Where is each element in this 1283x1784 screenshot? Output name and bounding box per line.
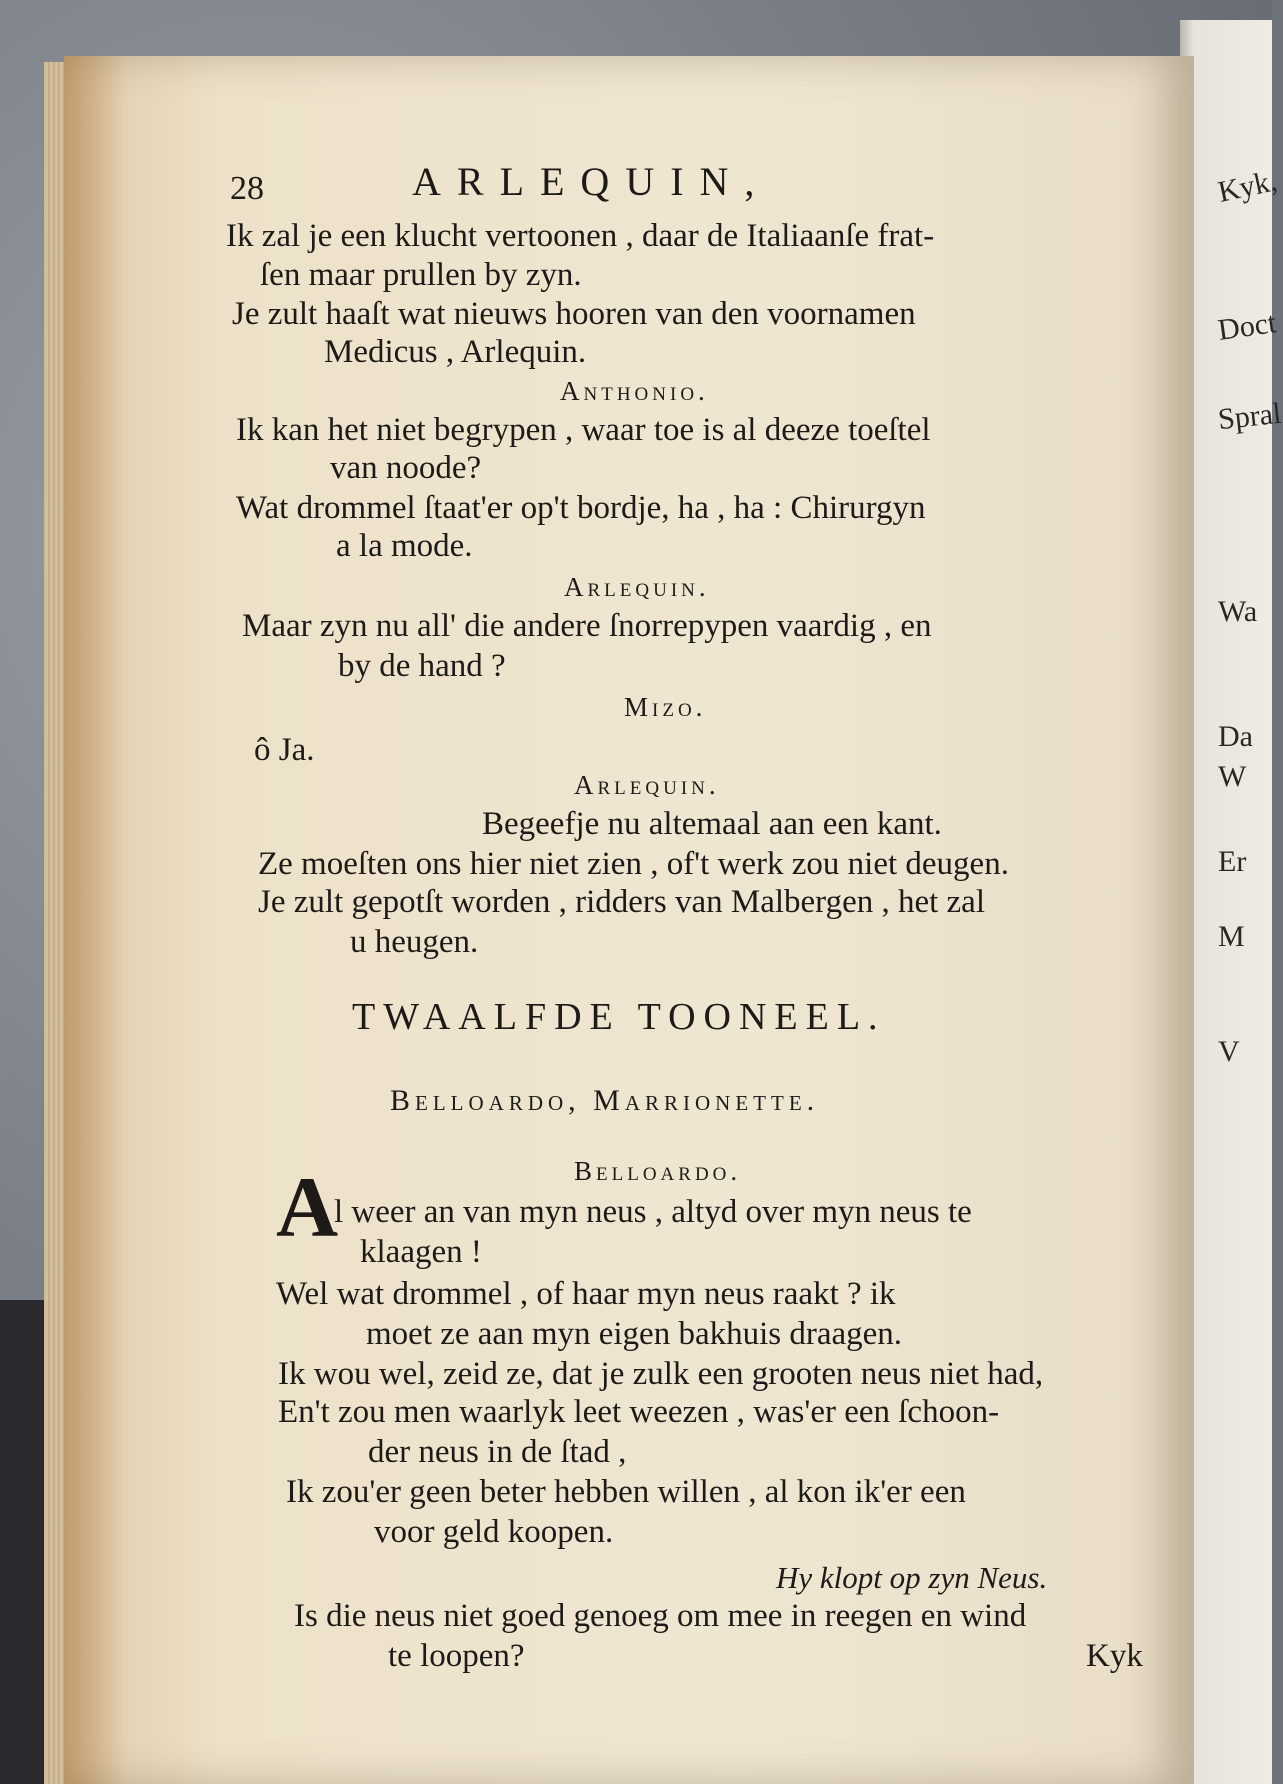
facing-page-fragment: Er — [1218, 845, 1247, 878]
facing-page-fragment: W — [1218, 760, 1247, 793]
facing-page-fragment: M — [1218, 920, 1245, 953]
text-line: ô Ja. — [254, 732, 315, 768]
text-line: a la mode. — [336, 528, 473, 564]
text-line: Je zult gepotſt worden , ridders van Malbergen , het zal — [258, 884, 985, 920]
facing-page-fragment: Spral — [1216, 396, 1283, 437]
stage-direction: Hy klopt op zyn Neus. — [776, 1560, 1048, 1595]
text-line: En't zou men waarlyk leet weezen , was'er een ſchoon- — [278, 1394, 1000, 1430]
facing-page-fragment: Da — [1218, 720, 1253, 753]
text-line: Ik zal je een klucht vertoonen , daar de Italiaanſe frat- — [226, 218, 935, 254]
drop-cap: A — [276, 1159, 339, 1255]
text-line: l weer an van myn neus , altyd over myn neus te — [334, 1194, 972, 1230]
text-line: der neus in de ſtad , — [368, 1434, 627, 1470]
running-head: ARLEQUIN, — [412, 159, 771, 204]
catchword: Kyk — [1086, 1638, 1143, 1674]
book-page — [64, 56, 1194, 1784]
text-line: Je zult haaſt wat nieuws hooren van den voornamen — [232, 296, 916, 332]
text-line: Begeefje nu altemaal aan een kant. — [482, 806, 942, 842]
facing-page-fragment: Wa — [1218, 595, 1258, 628]
speaker-name: Arlequin. — [564, 572, 710, 602]
speaker-name: Mizo. — [624, 692, 707, 722]
facing-page-fragment: Doct — [1215, 306, 1279, 347]
text-line: u heugen. — [350, 924, 479, 960]
page-text — [64, 56, 1194, 1784]
facing-page-fragment: V — [1218, 1035, 1240, 1068]
scene-title: TWAALFDE TOONEEL. — [352, 996, 886, 1038]
text-line: voor geld koopen. — [374, 1514, 614, 1550]
text-line: van noode? — [330, 450, 482, 486]
text-line: Medicus , Arlequin. — [324, 334, 587, 370]
text-line: te loopen? — [388, 1638, 525, 1674]
speaker-name: Belloardo. — [574, 1156, 742, 1186]
text-line: moet ze aan myn eigen bakhuis draagen. — [366, 1316, 903, 1352]
text-line: Ze moeſten ons hier niet zien , of't werk zou niet deugen. — [258, 846, 1009, 882]
text-line: Ik kan het niet begrypen , waar toe is al deeze toeſtel — [236, 412, 931, 448]
text-line: Wel wat drommel , of haar myn neus raakt ? ik — [276, 1276, 896, 1312]
text-line: Is die neus niet goed genoeg om mee in reegen en wind — [294, 1598, 1027, 1634]
text-line: ſen maar prullen by zyn. — [260, 257, 582, 293]
text-line: Maar zyn nu all' die andere ſnorrepypen vaardig , en — [242, 608, 932, 644]
text-line: Wat drommel ſtaat'er op't bordje, ha , ha : Chirurgyn — [236, 490, 926, 526]
facing-page-fragment: Kyk, — [1215, 164, 1280, 209]
text-line: Ik zou'er geen beter hebben willen , al kon ik'er een — [286, 1474, 966, 1510]
speaker-name: Arlequin. — [574, 770, 720, 800]
speaker-name: Anthonio. — [560, 376, 709, 406]
text-line: klaagen ! — [360, 1234, 482, 1270]
page-number: 28 — [230, 170, 264, 207]
text-line: by de hand ? — [338, 648, 506, 684]
cast-list: Belloardo, Marrionette. — [390, 1084, 820, 1117]
text-line: Ik wou wel, zeid ze, dat je zulk een grooten neus niet had, — [278, 1356, 1044, 1392]
